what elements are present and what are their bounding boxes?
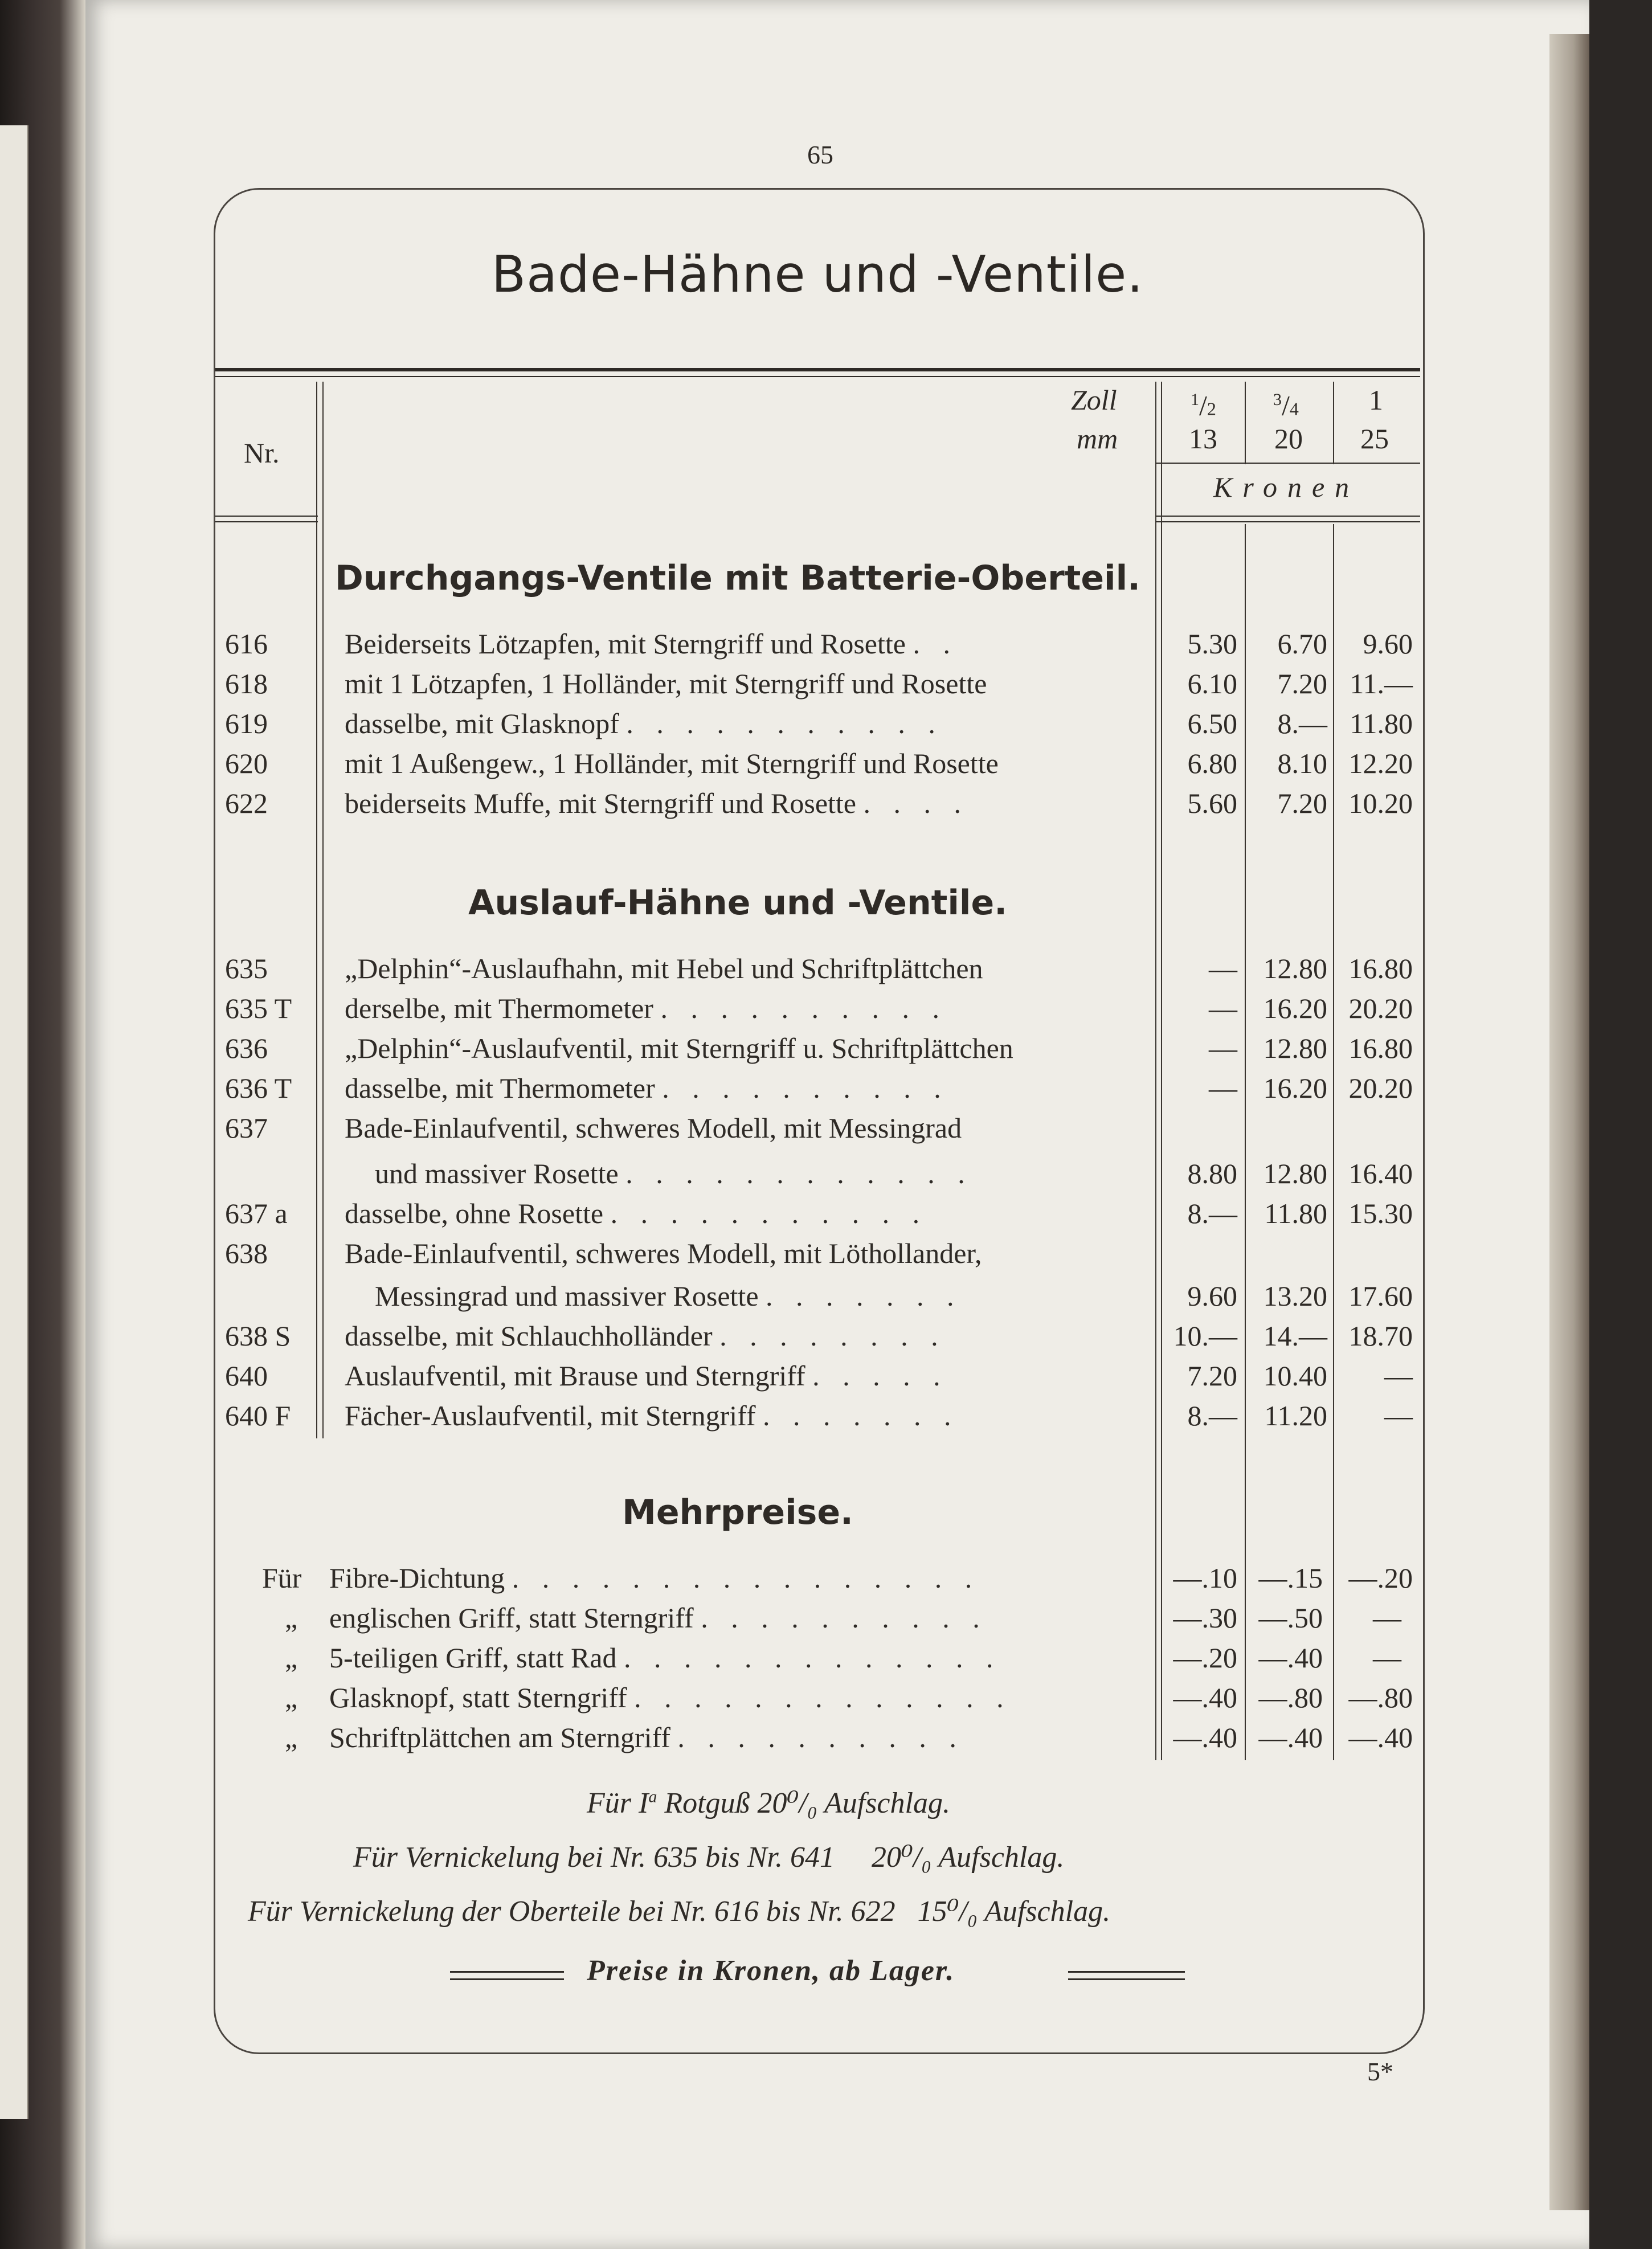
item-description [345,1196,927,1230]
item-description [345,991,947,1025]
item-desc-text: Fächer-Auslaufventil, mit Sterngriff [345,1400,756,1432]
note-rotguss-sup: a [648,1787,657,1806]
price-2: 12.80 [1263,952,1327,984]
surcharge-prefix: „ [285,1721,298,1753]
leader-dots: . . . . . . . . . . . [610,1197,928,1229]
surcharge-prefix: „ [285,1642,298,1674]
title-rule [215,368,1420,371]
price-column-divider-left-2 [1161,382,1162,1760]
surcharge-desc-text: 5-teiligen Griff, statt Rad [329,1642,617,1674]
leader-dots: . . . . . . . . . . [701,1602,988,1634]
price-3: 9.60 [1363,628,1413,660]
note-rotguss [587,1786,950,1820]
surcharge-desc-text: Glasknopf, statt Sterngriff [329,1682,627,1714]
item-description [345,706,943,741]
size-zoll-1: $^1$/2 [1191,389,1216,422]
item-nr: 635 T [225,992,292,1024]
item-desc-text: Bade-Einlaufventil, schweres Modell, mit Löthollander, [345,1237,982,1269]
item-nr: 640 [225,1360,268,1392]
item-description [345,1399,959,1433]
surcharge-prefix: „ [285,1602,298,1634]
item-desc-text: „Delphin“-Auslaufhahn, mit Hebel und Schriftplättchen [345,952,983,984]
price-1: 8.— [1187,1197,1237,1229]
item-desc-text: „Delphin“-Auslaufventil, mit Sterngriff u. Schriftplättchen [345,1032,1013,1064]
section-heading-durchgangs: Durchgangs-Ventile mit Batterie-Oberteil. [335,558,1140,598]
leader-dots: . . . . . . . . . . [660,992,947,1024]
item-desc-text: dasselbe, mit Schlauchholländer [345,1320,713,1352]
item-nr: 636 [225,1032,268,1064]
header-bottom-rule-4 [1156,521,1420,522]
item-nr: 620 [225,747,268,779]
note-rotguss-suffix: Rotguß 20⁰/₀ Aufschlag. [657,1787,950,1819]
item-description [345,627,958,661]
leader-dots: . . . . . . . . . . . . . . . . [512,1562,980,1594]
size-divider [1156,463,1420,464]
size-zoll-2: $^3$/4 [1273,389,1299,422]
mm-label: mm [1077,423,1118,455]
item-description [345,1031,1013,1065]
surcharge-description [329,1641,1001,1675]
price-3: 15.30 [1348,1197,1413,1229]
price-2: 12.80 [1263,1158,1327,1189]
surcharge-price-2: —.40 [1258,1642,1323,1674]
leader-dots: . . . . . . . [766,1280,962,1312]
page-number: 65 [807,140,833,169]
book-cover-right [1589,0,1652,2249]
price-1: 10.— [1173,1320,1237,1352]
surcharge-desc-text: Schriftplättchen am Sterngriff [329,1721,670,1753]
item-nr: 619 [225,708,268,739]
page-stack-edge [1549,34,1589,2210]
item-description [345,746,999,780]
price-1: 8.80 [1187,1158,1237,1189]
surcharge-description [329,1601,988,1635]
item-nr: 635 [225,952,268,984]
item-nr: 637 a [225,1197,288,1229]
surcharge-prefix: „ [285,1682,298,1714]
item-description [345,666,987,701]
price-1: — [1209,992,1237,1024]
price-3: 17.60 [1348,1280,1413,1312]
price-3: 16.80 [1348,1032,1413,1064]
item-description-continued [375,1279,962,1313]
leader-dots: . . . . . [812,1360,948,1392]
price-2: 11.20 [1264,1400,1327,1432]
price-2: 12.80 [1263,1032,1327,1064]
item-description-continued [375,1156,973,1191]
item-nr: 618 [225,668,268,700]
surcharge-prefix: Für [262,1562,302,1594]
price-3: 16.40 [1348,1158,1413,1189]
item-description [345,786,969,820]
price-1: 9.60 [1187,1280,1237,1312]
size-mm-3: 25 [1360,423,1389,455]
title-rule-thin [215,376,1420,377]
surcharge-price-2: —.80 [1258,1682,1323,1714]
item-description [345,1319,946,1353]
item-nr: 637 [225,1112,268,1144]
surcharge-price-3: —.40 [1348,1721,1413,1753]
item-desc-text: Auslaufventil, mit Brause und Sterngriff [345,1360,805,1392]
price-2: 16.20 [1263,1072,1327,1104]
price-1: — [1209,1072,1237,1104]
price-1: 6.50 [1187,708,1237,739]
surcharge-description [329,1720,964,1755]
price-3: 20.20 [1348,992,1413,1024]
price-2: 16.20 [1263,992,1327,1024]
item-desc-text: Bade-Einlaufventil, schweres Modell, mit Messingrad [345,1112,962,1144]
price-2: 10.40 [1263,1360,1327,1392]
footer-rule-right [1068,1971,1185,1980]
leader-dots: . . . . . . . . . . [677,1721,964,1753]
surcharge-price-2: —.15 [1258,1562,1323,1594]
nr-column-divider [316,382,317,1438]
leader-dots: . . . . . . . . [719,1320,946,1352]
price-1: 5.30 [1187,628,1237,660]
header-bottom-rule-2 [215,521,318,522]
price-1: 6.80 [1187,747,1237,779]
price-2: 14.— [1263,1320,1327,1352]
zoll-label: Zoll [1071,384,1117,416]
price-3: 18.70 [1348,1320,1413,1352]
footer-rule-left [450,1971,564,1980]
leader-dots: . . [913,628,958,660]
surcharge-price-1: —.20 [1173,1642,1237,1674]
item-desc-text: Messingrad und massiver Rosette [375,1280,759,1312]
surcharge-price-1: —.30 [1173,1602,1237,1634]
price-3: 11.80 [1350,708,1413,739]
price-column-divider-mid-b [1245,524,1246,1760]
surcharge-price-1: —.10 [1173,1562,1237,1594]
item-description [345,1071,949,1105]
size-mm-2: 20 [1274,423,1303,455]
surcharge-description [329,1561,980,1595]
item-nr: 622 [225,787,268,819]
leader-dots: . . . . . . . . . . . . [625,1158,973,1189]
price-2: 8.10 [1277,747,1327,779]
section-heading-mehrpreise: Mehrpreise. [622,1492,853,1532]
surcharge-desc-text: Fibre-Dichtung [329,1562,505,1594]
item-nr: 636 T [225,1072,292,1104]
section-heading-auslauf: Auslauf-Hähne und -Ventile. [468,883,1007,923]
surcharge-price-3: —.20 [1348,1562,1413,1594]
surcharge-desc-text: englischen Griff, statt Sterngriff [329,1602,694,1634]
note-rotguss-text: Für I [587,1787,649,1819]
leader-dots: . . . . . . . [763,1400,959,1432]
price-3: 12.20 [1348,747,1413,779]
price-2: 7.20 [1277,668,1327,700]
size-zoll-3: 1 [1369,384,1383,416]
price-1: 6.10 [1187,668,1237,700]
price-2: 7.20 [1277,787,1327,819]
item-description [345,1111,962,1145]
price-1: 5.60 [1187,787,1237,819]
item-desc-text: dasselbe, ohne Rosette [345,1197,604,1229]
price-2: 6.70 [1277,628,1327,660]
size-mm-1: 13 [1189,423,1217,455]
item-desc-text: dasselbe, mit Glasknopf [345,708,619,739]
item-desc-text: derselbe, mit Thermometer [345,992,653,1024]
price-2: 8.— [1277,708,1327,739]
price-3: 10.20 [1348,787,1413,819]
item-nr: 640 F [225,1400,291,1432]
item-desc-text: dasselbe, mit Thermometer [345,1072,655,1104]
header-bottom-rule-3 [1156,516,1420,517]
price-column-divider-right [1333,382,1334,464]
price-3: — [1384,1400,1413,1432]
nr-column-header: Nr. [244,437,280,469]
leader-dots: . . . . . . . . . . . [626,708,943,739]
item-desc-text: beiderseits Muffe, mit Sterngriff und Rosette [345,787,856,819]
price-column-divider-mid [1245,382,1246,464]
previous-page-edge [0,125,28,2119]
surcharge-price-3: —.80 [1348,1682,1413,1714]
item-nr: 638 S [225,1320,291,1352]
surcharge-price-1: —.40 [1173,1682,1237,1714]
price-1: 7.20 [1187,1360,1237,1392]
surcharge-price-3: — [1373,1602,1401,1634]
price-3: 16.80 [1348,952,1413,984]
signature-mark: 5* [1367,2057,1393,2086]
item-desc-text: mit 1 Außengew., 1 Holländer, mit Sterngriff und Rosette [345,747,999,779]
price-1: 8.— [1187,1400,1237,1432]
footer-prices-note: Preise in Kronen, ab Lager. [587,1954,955,1987]
leader-dots: . . . . . . . . . . . . . [624,1642,1001,1674]
surcharge-price-3: — [1373,1642,1401,1674]
note-vernickelung-oberteile: Für Vernickelung der Oberteile bei Nr. 616 bis Nr. 622 15⁰/₀ Aufschlag. [248,1895,1111,1928]
item-description [345,1359,948,1393]
price-1: — [1209,1032,1237,1064]
item-description [345,1236,982,1270]
item-nr: 616 [225,628,268,660]
item-description [345,951,983,986]
item-desc-text: mit 1 Lötzapfen, 1 Holländer, mit Sterngriff und Rosette [345,668,987,700]
price-3: — [1384,1360,1413,1392]
surcharge-price-2: —.50 [1258,1602,1323,1634]
price-column-divider-right-b [1333,524,1334,1760]
surcharge-price-2: —.40 [1258,1721,1323,1753]
item-nr: 638 [225,1237,268,1269]
header-bottom-rule [215,516,318,517]
price-3: 20.20 [1348,1072,1413,1104]
price-1: — [1209,952,1237,984]
price-2: 11.80 [1264,1197,1327,1229]
price-2: 13.20 [1263,1280,1327,1312]
note-vernickelung: Für Vernickelung bei Nr. 635 bis Nr. 641 20⁰/₀ Aufschlag. [353,1841,1065,1874]
surcharge-price-1: —.40 [1173,1721,1237,1753]
item-desc-text: und massiver Rosette [375,1158,619,1189]
currency-label: Kronen [1213,471,1360,503]
page-title: Bade-Hähne und -Ventile. [491,245,1144,304]
leader-dots: . . . . . . . . . . . . . [634,1682,1012,1714]
item-desc-text: Beiderseits Lötzapfen, mit Sterngriff und Rosette [345,628,906,660]
surcharge-description [329,1680,1012,1715]
price-3: 11.— [1350,668,1413,700]
leader-dots: . . . . [863,787,969,819]
leader-dots: . . . . . . . . . . [662,1072,949,1104]
